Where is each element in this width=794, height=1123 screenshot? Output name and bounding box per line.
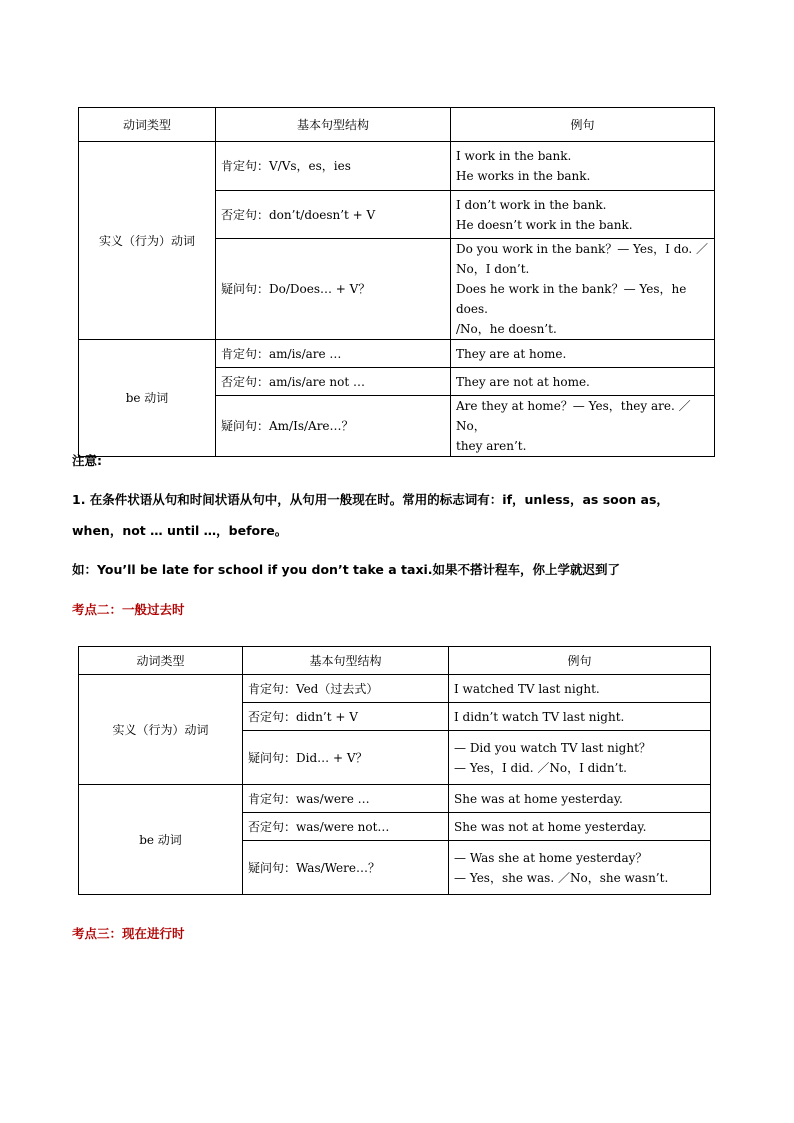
- example-cell: I watched TV last night.: [449, 675, 711, 703]
- note-rule-line-2: when，not … until …，before。: [72, 523, 288, 538]
- table-row: [79, 675, 711, 703]
- example-line: He works in the bank.: [456, 169, 591, 183]
- verb-type-cell: 实义（行为）动词: [79, 142, 216, 340]
- table-row: [79, 785, 711, 813]
- verb-type-cell: be 动词: [79, 785, 243, 895]
- structure-cell: 否定句：was/were not…: [243, 813, 449, 841]
- past-simple-table: [78, 646, 711, 895]
- present-simple-table: [78, 107, 715, 457]
- example-line: Does he work in the bank？— Yes，he does.: [456, 282, 687, 316]
- structure-cell: 疑问句：Do/Does… + V？: [216, 239, 451, 340]
- notes-heading: 注意:: [72, 453, 102, 468]
- structure-cell: 否定句：didn’t + V: [243, 703, 449, 731]
- note-example: 如：You’ll be late for school if you don’t take a taxi.如果不搭计程车，你上学就迟到了: [72, 562, 621, 577]
- example-line: they aren’t.: [456, 439, 527, 453]
- example-cell: [451, 396, 715, 457]
- structure-cell: 肯定句：was/were …: [243, 785, 449, 813]
- structure-cell: 肯定句：am/is/are …: [216, 340, 451, 368]
- example-line: /No，he doesn’t.: [456, 322, 557, 336]
- table-row: [79, 142, 715, 191]
- structure-cell: 疑问句：Was/Were…？: [243, 841, 449, 895]
- note-rule-line-1: 1. 在条件状语从句和时间状语从句中，从句用一般现在时。常用的标志词有：if，unless，as soon as，: [72, 492, 669, 507]
- example-line: — Yes，she was. ／No，she wasn’t.: [454, 870, 669, 885]
- structure-cell: 疑问句：Am/Is/Are…？: [216, 396, 451, 457]
- example-line: I don’t work in the bank.: [456, 197, 607, 212]
- example-cell: [451, 191, 715, 239]
- table-header-row: [79, 108, 715, 142]
- example-cell: [449, 841, 711, 895]
- example-cell: [451, 239, 715, 340]
- example-cell: I didn’t watch TV last night.: [449, 703, 711, 731]
- example-line: No，I don’t.: [456, 262, 530, 276]
- example-line: I work in the bank.: [456, 149, 572, 163]
- example-cell: She was at home yesterday.: [449, 785, 711, 813]
- example-cell: [451, 142, 715, 191]
- example-line: — Yes，I did. ／No，I didn’t.: [454, 760, 627, 775]
- example-cell: They are not at home.: [451, 368, 715, 396]
- header-verb-type: 动词类型: [79, 108, 216, 142]
- structure-cell: 肯定句：Ved（过去式）: [243, 675, 449, 703]
- example-line: — Was she at home yesterday？: [454, 850, 648, 865]
- example-line: Are they at home？— Yes，they are. ／No，: [456, 399, 691, 433]
- table-row: [79, 340, 715, 368]
- example-line: Do you work in the bank？— Yes，I do. ／: [456, 242, 709, 256]
- header-example: 例句: [451, 108, 715, 142]
- section-title-present-continuous: 考点三：现在进行时: [72, 926, 185, 941]
- header-structure: 基本句型结构: [243, 647, 449, 675]
- example-cell: They are at home.: [451, 340, 715, 368]
- structure-cell: 否定句：am/is/are not …: [216, 368, 451, 396]
- verb-type-cell: be 动词: [79, 340, 216, 457]
- example-line: — Did you watch TV last night？: [454, 740, 651, 755]
- example-cell: She was not at home yesterday.: [449, 813, 711, 841]
- example-line: He doesn’t work in the bank.: [456, 217, 633, 232]
- header-verb-type: 动词类型: [79, 647, 243, 675]
- structure-cell: 否定句：don’t/doesn’t + V: [216, 191, 451, 239]
- section-title-past-simple: 考点二：一般过去时: [72, 602, 185, 617]
- structure-cell: 疑问句：Did… + V？: [243, 731, 449, 785]
- header-example: 例句: [449, 647, 711, 675]
- header-structure: 基本句型结构: [216, 108, 451, 142]
- example-cell: [449, 731, 711, 785]
- verb-type-cell: 实义（行为）动词: [79, 675, 243, 785]
- structure-cell: 肯定句：V/Vs，es，ies: [216, 142, 451, 191]
- table-header-row: [79, 647, 711, 675]
